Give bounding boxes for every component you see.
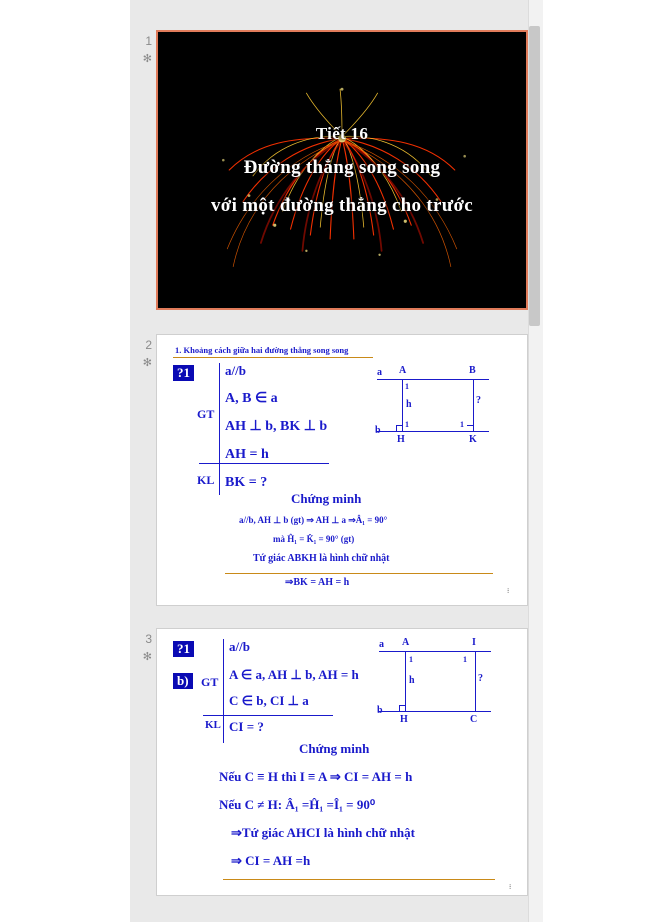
slide3-gt-line-3: C ∈ b, CI ⊥ a: [229, 693, 309, 708]
slide2-label-K: K: [469, 434, 477, 445]
slide3-label-question: ?: [478, 673, 483, 684]
slide1-title-line-2: Đường thẳng song song: [243, 157, 441, 178]
slide2-gt-line-2: A, B ∈ a: [225, 391, 278, 406]
slide2-gt-line-1: a//b: [225, 363, 246, 378]
slide3-proof-title: Chứng minh: [299, 741, 370, 756]
slide3-proof-rule: [223, 879, 495, 880]
slide3-mark-1: 1: [409, 655, 413, 664]
slide2-label-h: h: [406, 399, 412, 410]
slide3-label-A: A: [402, 637, 410, 648]
slide1-title-line-1: Tiết 16: [315, 124, 369, 143]
slide3-question-badge: ?1: [173, 641, 194, 657]
slide2-table-divider: [219, 363, 220, 495]
slide1-title-line-3: với một đường thẳng cho trước: [210, 195, 474, 216]
slide3-gt-label: GT: [201, 675, 219, 689]
slide3-segment-IC: [475, 651, 476, 712]
slide3-segment-AH: [405, 651, 406, 712]
slide-1[interactable]: [156, 30, 528, 310]
slide2-proof-line-4: ⇒BK = AH = h: [285, 577, 350, 588]
slide2-label-A: A: [399, 365, 407, 376]
slide2-heading-rule: [173, 357, 373, 358]
slide2-mark-1: 1: [405, 382, 409, 391]
slide-3[interactable]: [156, 628, 528, 896]
slide2-mark-3: 1: [460, 420, 464, 429]
slide2-kl-label: KL: [197, 473, 215, 487]
slide2-label-a: a: [377, 367, 382, 378]
slide2-question-badge: ?1: [173, 365, 194, 381]
slide3-proof-line-3: ⇒Tứ giác AHCI là hình chữ nhật: [231, 825, 415, 840]
slide3-proof-line-1: Nếu C ≡ H thì I ≡ A ⇒ CI = AH = h: [219, 769, 413, 784]
slide3-label-I: I: [472, 637, 476, 648]
slide3-sub-badge: b): [173, 673, 193, 689]
slide3-kl-label: KL: [205, 719, 221, 731]
slide3-mark-2: 1: [463, 655, 467, 664]
slide3-kl-line: CI = ?: [229, 719, 264, 734]
slide-2[interactable]: [156, 334, 528, 606]
slide3-page-mark: ⁝: [509, 883, 512, 891]
page-left-margin: [0, 0, 130, 922]
slide2-gt-line-4: AH = h: [225, 447, 269, 462]
slide3-proof-line-2: Nếu C ≠ H: Â₁ =Ĥ₁ =Î₁ = 90⁰: [219, 797, 376, 812]
slide2-page-mark: ⁝: [507, 587, 510, 595]
slide-star-1: ✻: [142, 53, 152, 65]
slide2-right-angle-K-v: [473, 425, 474, 432]
slide3-table-hrule: [203, 715, 333, 716]
slide-number-2: 2: [145, 338, 152, 352]
slide3-label-C: C: [470, 714, 478, 725]
slide-star-3: ✻: [142, 651, 152, 663]
vertical-scrollbar-thumb[interactable]: [529, 26, 540, 326]
slide3-label-a: a: [379, 639, 384, 650]
slide2-kl-line: BK = ?: [225, 475, 268, 490]
slide2-label-H: H: [397, 434, 405, 445]
slide2-heading: 1. Khoảng cách giữa hai đường thẳng song song: [175, 345, 349, 355]
slide3-table-divider: [223, 639, 224, 743]
slide3-gt-line-1: a//b: [229, 639, 250, 654]
slide2-right-angle-H-h: [396, 425, 403, 426]
slide2-label-b: b: [375, 425, 381, 436]
slide2-proof-line-1: a//b, AH ⊥ b (gt) ⇒ AH ⊥ a ⇒Â₁ = 90°: [239, 515, 388, 525]
slide2-label-B: B: [469, 365, 476, 376]
slide3-proof-line-4: ⇒ CI = AH =h: [231, 853, 311, 868]
slide3-right-angle-H-h: [399, 705, 406, 706]
slide2-mark-2: 1: [405, 420, 409, 429]
slide-star-2: ✻: [142, 357, 152, 369]
slide3-label-b: b: [377, 705, 383, 716]
slide-number-3: 3: [145, 632, 152, 646]
slide2-gt-line-3: AH ⊥ b, BK ⊥ b: [225, 419, 328, 434]
slide3-label-H: H: [400, 714, 408, 725]
slide2-right-angle-H-v: [396, 425, 397, 432]
slide3-label-h: h: [409, 675, 415, 686]
slide2-proof-rule: [225, 573, 493, 574]
slide2-table-hrule: [199, 463, 329, 464]
page-right-margin: [540, 0, 670, 922]
slide2-proof-title: Chứng minh: [291, 491, 362, 506]
slide-number-1: 1: [145, 34, 152, 48]
slide2-proof-line-2: mà Ĥ₁ = K̂₁ = 90° (gt): [273, 534, 355, 544]
slide2-proof-line-3: Tứ giác ABKH là hình chữ nhật: [253, 553, 390, 564]
slide2-gt-label: GT: [197, 407, 215, 421]
slide3-right-angle-H-v: [399, 705, 400, 712]
slide3-gt-line-2: A ∈ a, AH ⊥ b, AH = h: [229, 667, 359, 682]
slide2-label-question: ?: [476, 395, 481, 406]
